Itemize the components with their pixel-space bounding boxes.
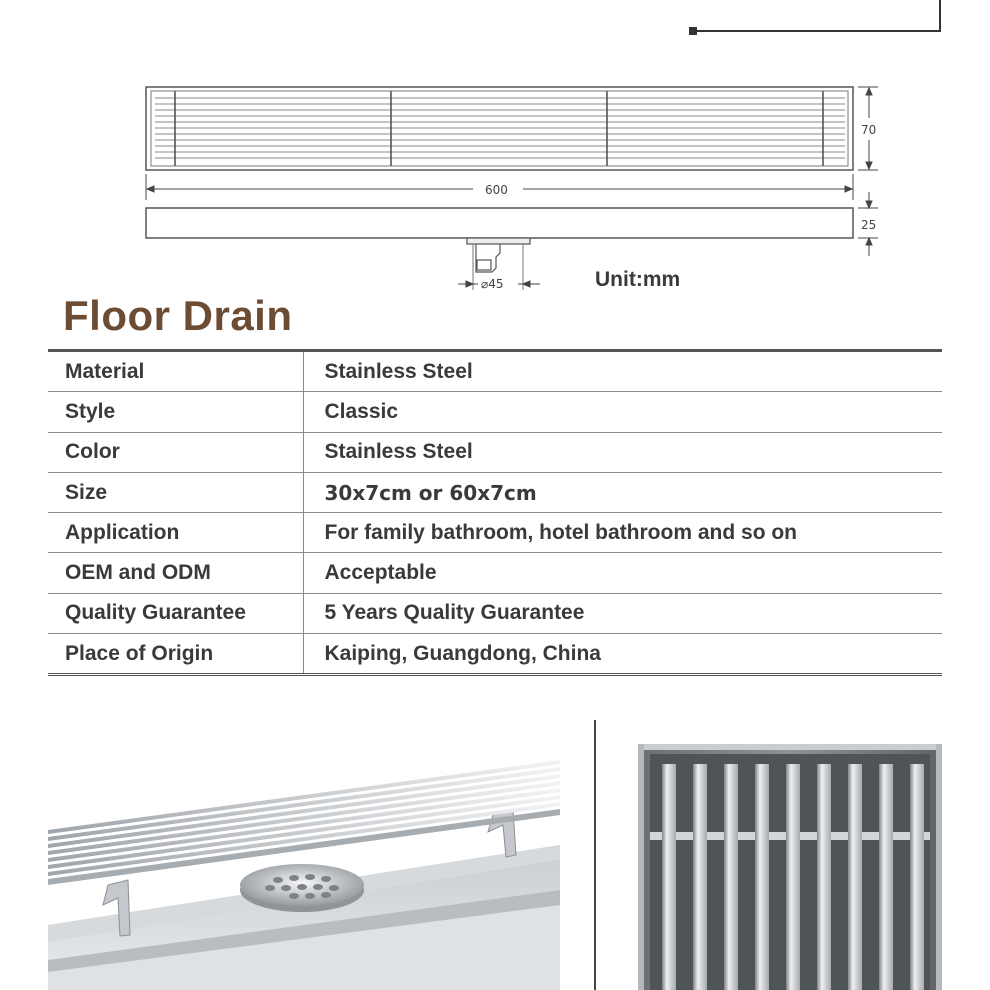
table-row <box>48 432 942 472</box>
spec-value: 30x7cm or 60x7cm <box>303 472 942 512</box>
spec-value: For family bathroom, hotel bathroom and so on <box>303 513 942 553</box>
table-row <box>48 593 942 633</box>
unit-label: Unit:mm <box>595 268 681 291</box>
spec-value: Acceptable <box>303 553 942 593</box>
product-photo-closeup <box>638 744 942 990</box>
photo-divider <box>594 720 596 990</box>
table-row <box>48 634 942 675</box>
length-dimension: 600 <box>485 183 508 197</box>
table-row <box>48 351 942 392</box>
spec-value: Classic <box>303 392 942 432</box>
spec-key: Application <box>48 513 303 553</box>
table-row <box>48 392 942 432</box>
corner-bracket <box>0 0 990 40</box>
table-row <box>48 472 942 512</box>
spec-key: Color <box>48 432 303 472</box>
height-dimension: 25 <box>861 218 877 232</box>
outlet-dimension: ⌀45 <box>481 277 504 291</box>
spec-key: OEM and ODM <box>48 553 303 593</box>
spec-key: Style <box>48 392 303 432</box>
table-row <box>48 553 942 593</box>
spec-value: Kaiping, Guangdong, China <box>303 634 942 675</box>
spec-key: Place of Origin <box>48 634 303 675</box>
product-photo-channel <box>48 720 560 990</box>
spec-value: 5 Years Quality Guarantee <box>303 593 942 633</box>
spec-value: Stainless Steel <box>303 432 942 472</box>
spec-table <box>48 349 942 676</box>
page-title: Floor Drain <box>63 292 293 339</box>
spec-key: Size <box>48 472 303 512</box>
channel-side-view <box>146 208 853 238</box>
table-row <box>48 513 942 553</box>
width-dimension: 70 <box>861 123 877 137</box>
grate-top-view <box>146 87 853 170</box>
spec-value: Stainless Steel <box>303 351 942 392</box>
dimension-drawing <box>0 80 990 295</box>
spec-key: Quality Guarantee <box>48 593 303 633</box>
spec-key: Material <box>48 351 303 392</box>
